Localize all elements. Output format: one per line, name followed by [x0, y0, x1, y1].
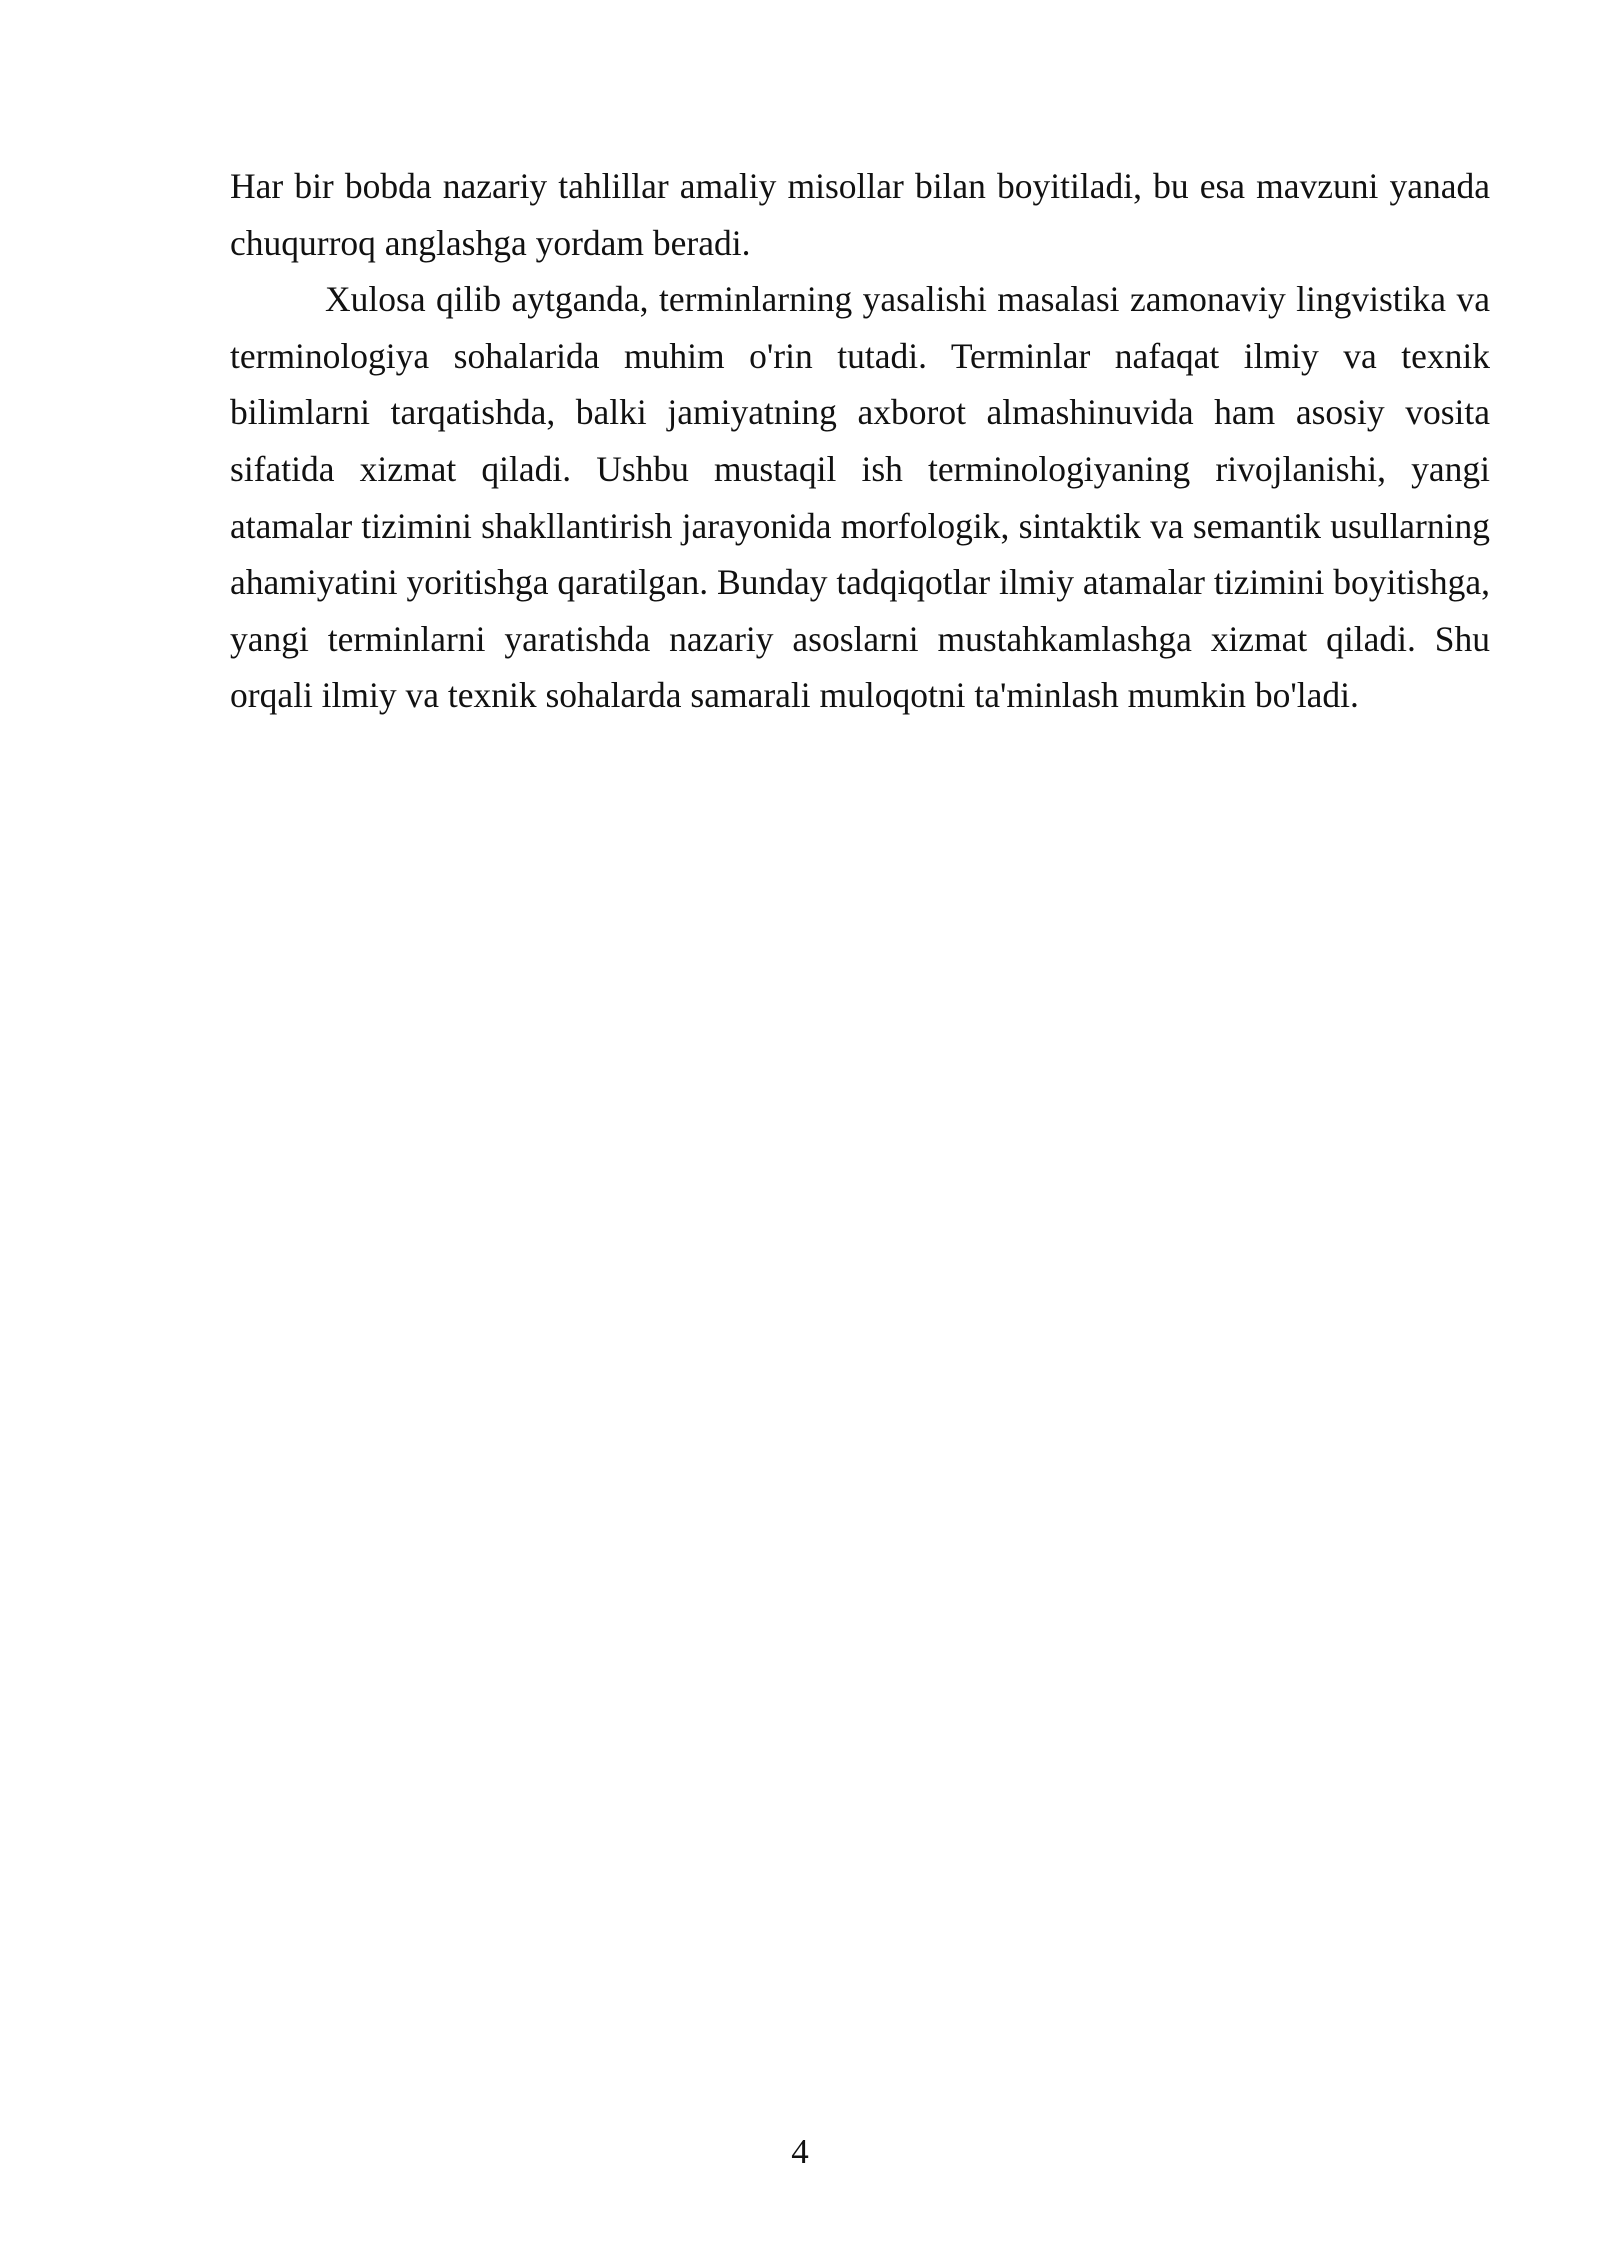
paragraph-intro-continuation: Har bir bobda nazariy tahlillar amaliy misollar bilan boyitiladi, bu esa mavzuni yanada chuqurroq anglashga yordam beradi. [230, 166, 1490, 263]
page-number: 4 [791, 2132, 809, 2171]
paragraph-conclusion: Xulosa qilib aytganda, terminlarning yasalishi masalasi zamonaviy lingvistika va terminologiya sohalarida muhim o'rin tutadi. Terminlar nafaqat ilmiy va texnik bilimlarni tarqatishda, balki jamiyatning axborot almashinuvida ham asosiy vosita sifatida xizmat qiladi. Ushbu mustaqil ish terminologiyaning rivojlanishi, yangi atamalar tizimini shakllantirish jarayonida morfologik, sintaktik va semantik usullarning ahamiyatini yoritishga qaratilgan. Bunday tadqiqotlar ilmiy atamalar tizimini boyitishga, yangi terminlarni yaratishda nazariy asoslarni mustahkamlashga xizmat qiladi. Shu orqali ilmiy va texnik sohalarda samarali muloqotni ta'minlash mumkin bo'ladi. [230, 279, 1490, 716]
body-text [230, 158, 1490, 724]
